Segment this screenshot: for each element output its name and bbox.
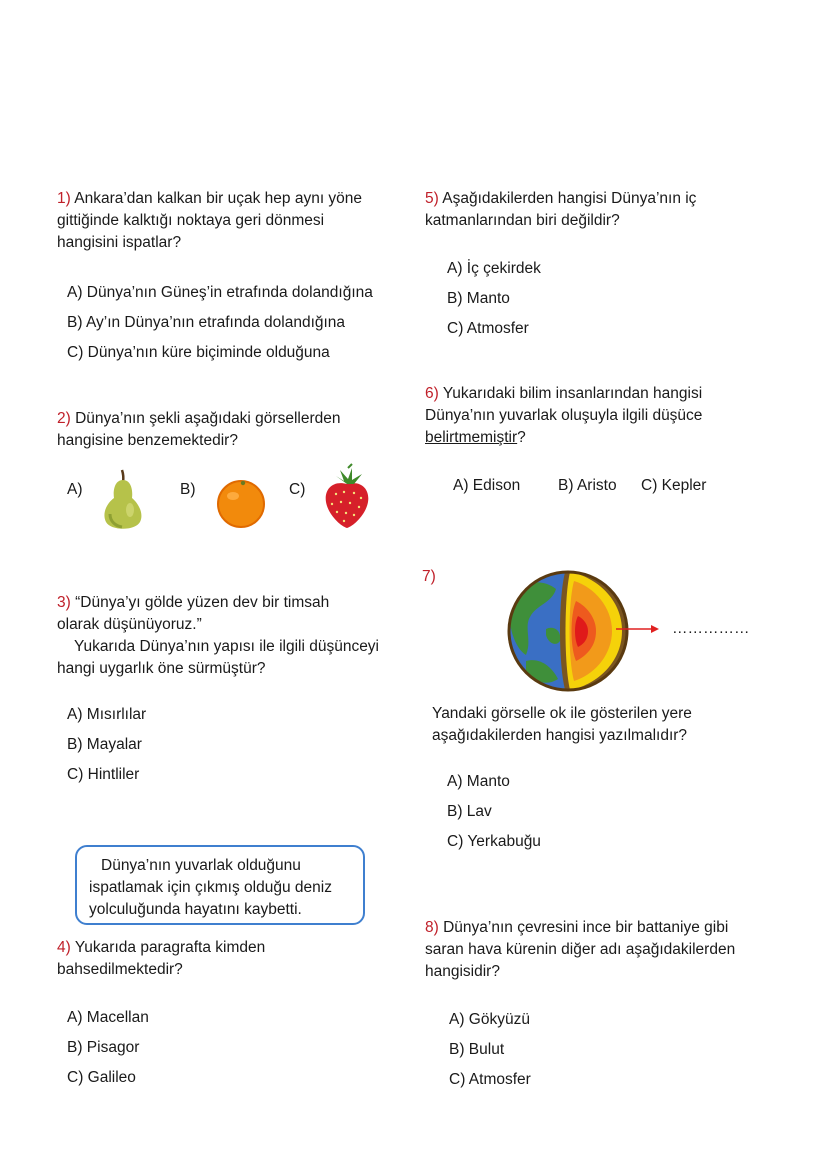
question-text: aşağıdakilerden hangisi yazılmalıdır?: [432, 727, 688, 744]
question-5-stem: [425, 188, 696, 232]
question-text: hangisidir?: [425, 963, 500, 980]
question-number: 6): [425, 385, 439, 402]
question-text: gittiğinde kalktığı noktaya geri dönmesi: [57, 212, 325, 229]
question-2-stem: [57, 408, 341, 452]
question-text: Yukarıda paragrafta kimden: [74, 939, 266, 956]
option-b[interactable]: B) Ay’ın Dünya’nın etrafında dolandığına: [67, 314, 346, 331]
option-a[interactable]: A) Manto: [447, 773, 510, 790]
question-number: 7): [422, 568, 436, 585]
strawberry-image[interactable]: [322, 464, 372, 530]
info-text: ispatlamak için çıkmış olduğu deniz: [89, 879, 332, 896]
question-text: Yandaki görselle ok ile gösterilen yere: [432, 705, 692, 722]
option-a[interactable]: A) Edison: [453, 477, 521, 494]
question-number: 4): [57, 939, 71, 956]
info-box: [75, 845, 365, 925]
question-text: “Dünya’yı gölde yüzen dev bir timsah: [75, 594, 330, 611]
question-text: ?: [517, 429, 526, 446]
question-text: hangi uygarlık öne sürmüştür?: [57, 660, 266, 677]
question-number: 8): [425, 919, 439, 936]
question-text: Yukarıdaki bilim insanlarından hangisi: [442, 385, 703, 402]
info-text: Dünya’nın yuvarlak olduğunu: [101, 857, 301, 874]
info-text: yolculuğunda hayatını kaybetti.: [89, 901, 302, 918]
question-7-stem: [432, 703, 692, 747]
pear-image[interactable]: [100, 468, 146, 532]
option-c[interactable]: C) Yerkabuğu: [447, 833, 541, 850]
option-b[interactable]: B) Mayalar: [67, 736, 142, 753]
question-1-stem: [57, 188, 362, 254]
question-text: Aşağıdakilerden hangisi Dünya’nın iç: [442, 190, 697, 207]
question-text: olarak düşünüyoruz.”: [57, 616, 202, 633]
question-text: Dünya’nın şekli aşağıdaki görsellerden: [75, 410, 341, 427]
option-b-label[interactable]: B): [180, 481, 196, 498]
option-a[interactable]: A) İç çekirdek: [447, 260, 541, 277]
option-b[interactable]: B) Aristo: [558, 477, 617, 494]
question-6-stem: [425, 383, 702, 449]
question-text: saran hava kürenin diğer adı aşağıdakilerden: [425, 941, 736, 958]
question-text: hangisine benzemektedir?: [57, 432, 238, 449]
question-3-stem: [57, 592, 379, 680]
option-b[interactable]: B) Pisagor: [67, 1039, 140, 1056]
option-b[interactable]: B) Bulut: [449, 1041, 505, 1058]
option-b[interactable]: B) Manto: [447, 290, 510, 307]
underlined-word: belirtmemiştir: [425, 429, 518, 446]
question-text: bahsedilmektedir?: [57, 961, 183, 978]
question-text: Dünya’nın çevresini ince bir battaniye gibi: [443, 919, 729, 936]
earth-layers-image: [506, 569, 666, 695]
option-c-label[interactable]: C): [289, 481, 306, 498]
question-4-stem: [57, 937, 265, 981]
answer-blank[interactable]: ……………: [672, 620, 750, 637]
option-a[interactable]: A) Gökyüzü: [449, 1011, 530, 1028]
question-text: katmanlarından biri değildir?: [425, 212, 620, 229]
option-a[interactable]: A) Macellan: [67, 1009, 149, 1026]
question-number: 2): [57, 410, 71, 427]
option-c[interactable]: C) Kepler: [641, 477, 707, 494]
option-a-label[interactable]: A): [67, 481, 83, 498]
option-b[interactable]: B) Lav: [447, 803, 492, 820]
question-number: 1): [57, 190, 71, 207]
option-c[interactable]: C) Atmosfer: [447, 320, 529, 337]
option-c[interactable]: C) Galileo: [67, 1069, 136, 1086]
orange-image[interactable]: [216, 478, 266, 528]
option-a[interactable]: A) Mısırlılar: [67, 706, 147, 723]
question-7-number: [422, 566, 436, 588]
option-c[interactable]: C) Atmosfer: [449, 1071, 531, 1088]
option-a[interactable]: A) Dünya’nın Güneş’in etrafında dolandığına: [67, 284, 373, 301]
question-text: Ankara’dan kalkan bir uçak hep aynı yöne: [74, 190, 363, 207]
question-text: hangisini ispatlar?: [57, 234, 182, 251]
question-text: Yukarıda Dünya’nın yapısı ile ilgili düşünceyi: [74, 638, 380, 655]
question-8-stem: [425, 917, 735, 983]
option-c[interactable]: C) Dünya’nın küre biçiminde olduğuna: [67, 344, 330, 361]
question-number: 5): [425, 190, 439, 207]
question-text: Dünya’nın yuvarlak oluşuyla ilgili düşüce: [425, 407, 703, 424]
question-number: 3): [57, 594, 71, 611]
option-c[interactable]: C) Hintliler: [67, 766, 140, 783]
